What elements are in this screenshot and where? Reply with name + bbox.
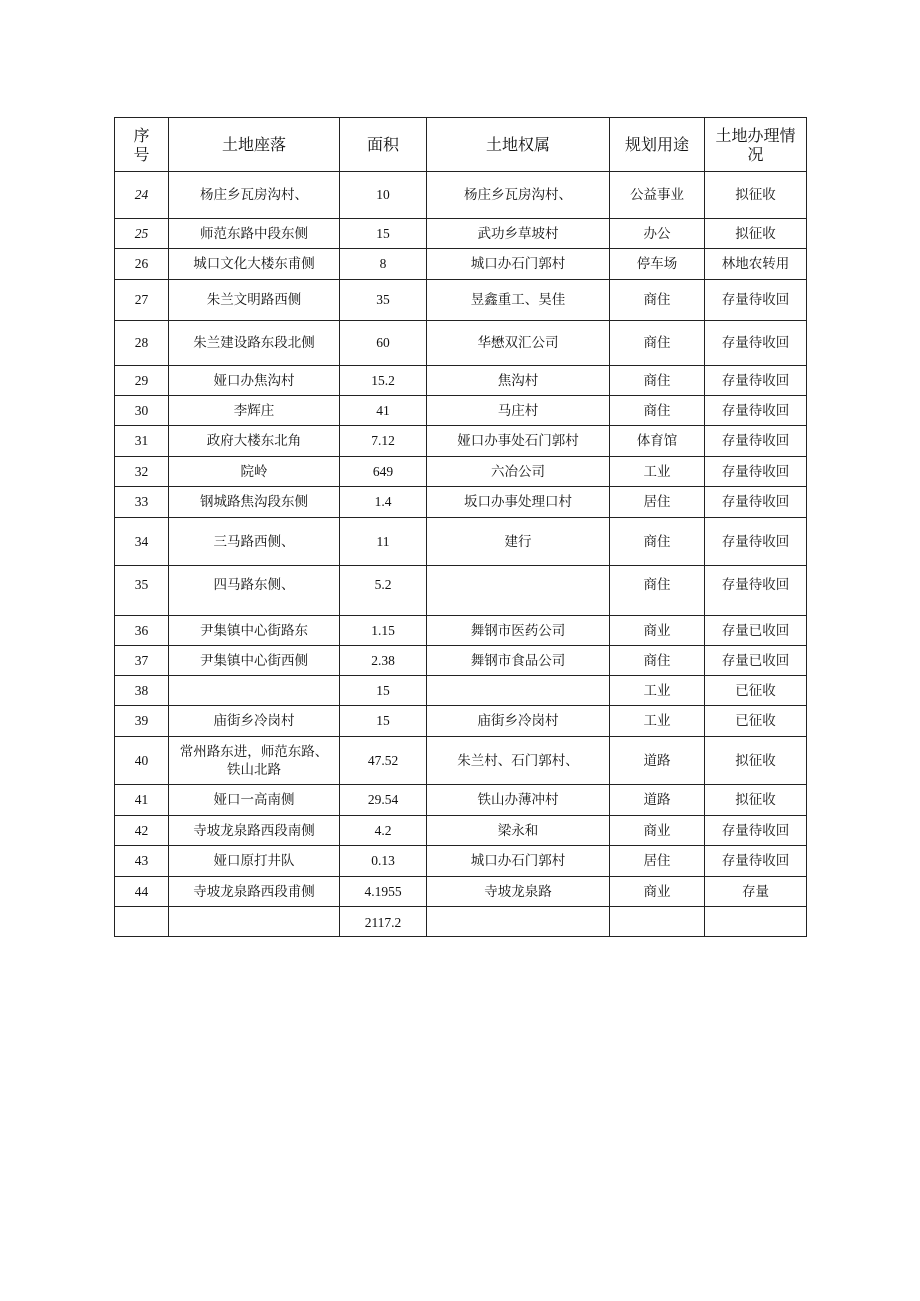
row-location: 四马路东侧、 [169, 566, 340, 616]
row-location: 朱兰文明路西侧 [169, 280, 340, 321]
row-no: 27 [115, 280, 169, 321]
row-owner: 昱鑫重工、昊佳 [427, 280, 610, 321]
row-no: 28 [115, 321, 169, 366]
row-status: 已征收 [705, 706, 807, 737]
row-no: 30 [115, 396, 169, 426]
row-area: 10 [340, 172, 427, 219]
table-row [115, 566, 807, 616]
row-area: 35 [340, 280, 427, 321]
header-area: 面积 [340, 118, 427, 172]
row-owner: 城口办石门郭村 [427, 846, 610, 877]
row-use: 商住 [610, 518, 705, 566]
row-status: 存量待收回 [705, 426, 807, 457]
row-location: 师范东路中段东侧 [169, 219, 340, 249]
row-location: 尹集镇中心街路东 [169, 616, 340, 646]
row-no: 38 [115, 676, 169, 706]
table-row [115, 676, 807, 706]
row-owner [427, 566, 610, 616]
row-owner: 杨庄乡瓦房沟村、 [427, 172, 610, 219]
table-row [115, 426, 807, 457]
row-no: 26 [115, 249, 169, 280]
row-area: 4.2 [340, 816, 427, 846]
row-use: 工业 [610, 706, 705, 737]
row-no: 31 [115, 426, 169, 457]
row-use: 商住 [610, 396, 705, 426]
row-status: 存量待收回 [705, 566, 807, 616]
row-use: 工业 [610, 457, 705, 487]
header-status: 土地办理情 况 [705, 118, 807, 172]
row-location: 城口文化大楼东甫侧 [169, 249, 340, 280]
row-no: 42 [115, 816, 169, 846]
row-area: 0.13 [340, 846, 427, 877]
row-owner: 庙街乡冷岗村 [427, 706, 610, 737]
row-no: 43 [115, 846, 169, 877]
row-no: 37 [115, 646, 169, 676]
total-location [169, 907, 340, 937]
row-location: 杨庄乡瓦房沟村、 [169, 172, 340, 219]
row-use: 商业 [610, 877, 705, 907]
row-owner: 华懋双汇公司 [427, 321, 610, 366]
row-status: 存量待收回 [705, 816, 807, 846]
land-table [114, 117, 807, 937]
row-location: 娅口原打井队 [169, 846, 340, 877]
row-no: 41 [115, 785, 169, 816]
row-no: 32 [115, 457, 169, 487]
row-location: 尹集镇中心街西侧 [169, 646, 340, 676]
row-status: 存量待收回 [705, 518, 807, 566]
row-owner: 武功乡草坡村 [427, 219, 610, 249]
table-row [115, 457, 807, 487]
header-row [115, 118, 807, 172]
table-row [115, 877, 807, 907]
row-no: 44 [115, 877, 169, 907]
row-use: 居住 [610, 846, 705, 877]
row-no: 40 [115, 737, 169, 785]
table-row [115, 846, 807, 877]
header-location: 土地座落 [169, 118, 340, 172]
row-owner: 寺坡龙泉路 [427, 877, 610, 907]
table-row [115, 487, 807, 518]
row-location: 三马路西侧、 [169, 518, 340, 566]
total-status [705, 907, 807, 937]
total-owner [427, 907, 610, 937]
table-row [115, 518, 807, 566]
row-location: 政府大楼东北角 [169, 426, 340, 457]
row-area: 15 [340, 219, 427, 249]
row-location: 庙街乡冷岗村 [169, 706, 340, 737]
row-location: 娅口一高南侧 [169, 785, 340, 816]
row-use: 停车场 [610, 249, 705, 280]
row-status: 存量待收回 [705, 846, 807, 877]
row-status: 存量待收回 [705, 457, 807, 487]
row-location: 寺坡龙泉路西段南侧 [169, 816, 340, 846]
row-no: 33 [115, 487, 169, 518]
row-use: 商住 [610, 366, 705, 396]
row-owner: 舞钢市食品公司 [427, 646, 610, 676]
row-no: 24 [115, 172, 169, 219]
row-status: 存量待收回 [705, 366, 807, 396]
row-area: 8 [340, 249, 427, 280]
row-use: 商住 [610, 566, 705, 616]
row-owner: 朱兰村、石门郭村、 [427, 737, 610, 785]
row-no: 35 [115, 566, 169, 616]
row-owner: 马庄村 [427, 396, 610, 426]
total-no [115, 907, 169, 937]
row-owner [427, 676, 610, 706]
row-area: 11 [340, 518, 427, 566]
row-location: 院岭 [169, 457, 340, 487]
row-status: 存量 [705, 877, 807, 907]
header-use: 规划用途 [610, 118, 705, 172]
row-no: 29 [115, 366, 169, 396]
row-owner: 娅口办事处石门郭村 [427, 426, 610, 457]
table-row [115, 616, 807, 646]
row-no: 34 [115, 518, 169, 566]
row-use: 公益事业 [610, 172, 705, 219]
row-use: 道路 [610, 785, 705, 816]
row-status: 存量待收回 [705, 396, 807, 426]
row-status: 拟征收 [705, 737, 807, 785]
row-status: 存量已收回 [705, 616, 807, 646]
row-use: 商业 [610, 616, 705, 646]
row-status: 拟征收 [705, 172, 807, 219]
table-row [115, 396, 807, 426]
row-owner: 梁永和 [427, 816, 610, 846]
row-area: 7.12 [340, 426, 427, 457]
row-status: 林地农转用 [705, 249, 807, 280]
row-area: 60 [340, 321, 427, 366]
table-row [115, 321, 807, 366]
row-location: 李辉庄 [169, 396, 340, 426]
header-owner: 土地权属 [427, 118, 610, 172]
row-use: 商住 [610, 321, 705, 366]
row-location: 朱兰建设路东段北侧 [169, 321, 340, 366]
row-use: 商业 [610, 816, 705, 846]
row-status: 拟征收 [705, 785, 807, 816]
row-location: 钢城路焦沟段东侧 [169, 487, 340, 518]
table-row [115, 816, 807, 846]
row-area: 15 [340, 676, 427, 706]
header-no: 序 号 [115, 118, 169, 172]
row-status: 存量已收回 [705, 646, 807, 676]
row-area: 1.4 [340, 487, 427, 518]
row-use: 工业 [610, 676, 705, 706]
row-owner: 铁山办薄冲村 [427, 785, 610, 816]
row-area: 15 [340, 706, 427, 737]
table-row [115, 366, 807, 396]
row-owner: 六冶公司 [427, 457, 610, 487]
total-use [610, 907, 705, 937]
total-row [115, 907, 807, 937]
table-row [115, 737, 807, 785]
row-status: 存量待收回 [705, 487, 807, 518]
row-status: 存量待收回 [705, 321, 807, 366]
row-area: 5.2 [340, 566, 427, 616]
table-row [115, 646, 807, 676]
table-row [115, 249, 807, 280]
table-row [115, 280, 807, 321]
row-owner: 焦沟村 [427, 366, 610, 396]
row-no: 25 [115, 219, 169, 249]
row-location: 常州路东进，师范东路、 铁山北路 [169, 737, 340, 785]
row-use: 办公 [610, 219, 705, 249]
row-use: 道路 [610, 737, 705, 785]
row-location [169, 676, 340, 706]
row-owner: 舞钢市医药公司 [427, 616, 610, 646]
table-row [115, 172, 807, 219]
row-no: 39 [115, 706, 169, 737]
total-area: 2117.2 [340, 907, 427, 937]
row-owner: 建行 [427, 518, 610, 566]
row-status: 拟征收 [705, 219, 807, 249]
row-use: 商住 [610, 646, 705, 676]
row-use: 商住 [610, 280, 705, 321]
row-use: 居住 [610, 487, 705, 518]
row-area: 47.52 [340, 737, 427, 785]
row-area: 4.1955 [340, 877, 427, 907]
table-row [115, 219, 807, 249]
row-area: 2.38 [340, 646, 427, 676]
row-no: 36 [115, 616, 169, 646]
row-area: 649 [340, 457, 427, 487]
row-area: 41 [340, 396, 427, 426]
table-row [115, 785, 807, 816]
row-use: 体育馆 [610, 426, 705, 457]
row-area: 29.54 [340, 785, 427, 816]
row-area: 15.2 [340, 366, 427, 396]
row-status: 存量待收回 [705, 280, 807, 321]
table-row [115, 706, 807, 737]
row-owner: 坂口办事处理口村 [427, 487, 610, 518]
row-owner: 城口办石门郭村 [427, 249, 610, 280]
row-location: 寺坡龙泉路西段甫侧 [169, 877, 340, 907]
row-area: 1.15 [340, 616, 427, 646]
row-location: 娅口办焦沟村 [169, 366, 340, 396]
row-status: 已征收 [705, 676, 807, 706]
